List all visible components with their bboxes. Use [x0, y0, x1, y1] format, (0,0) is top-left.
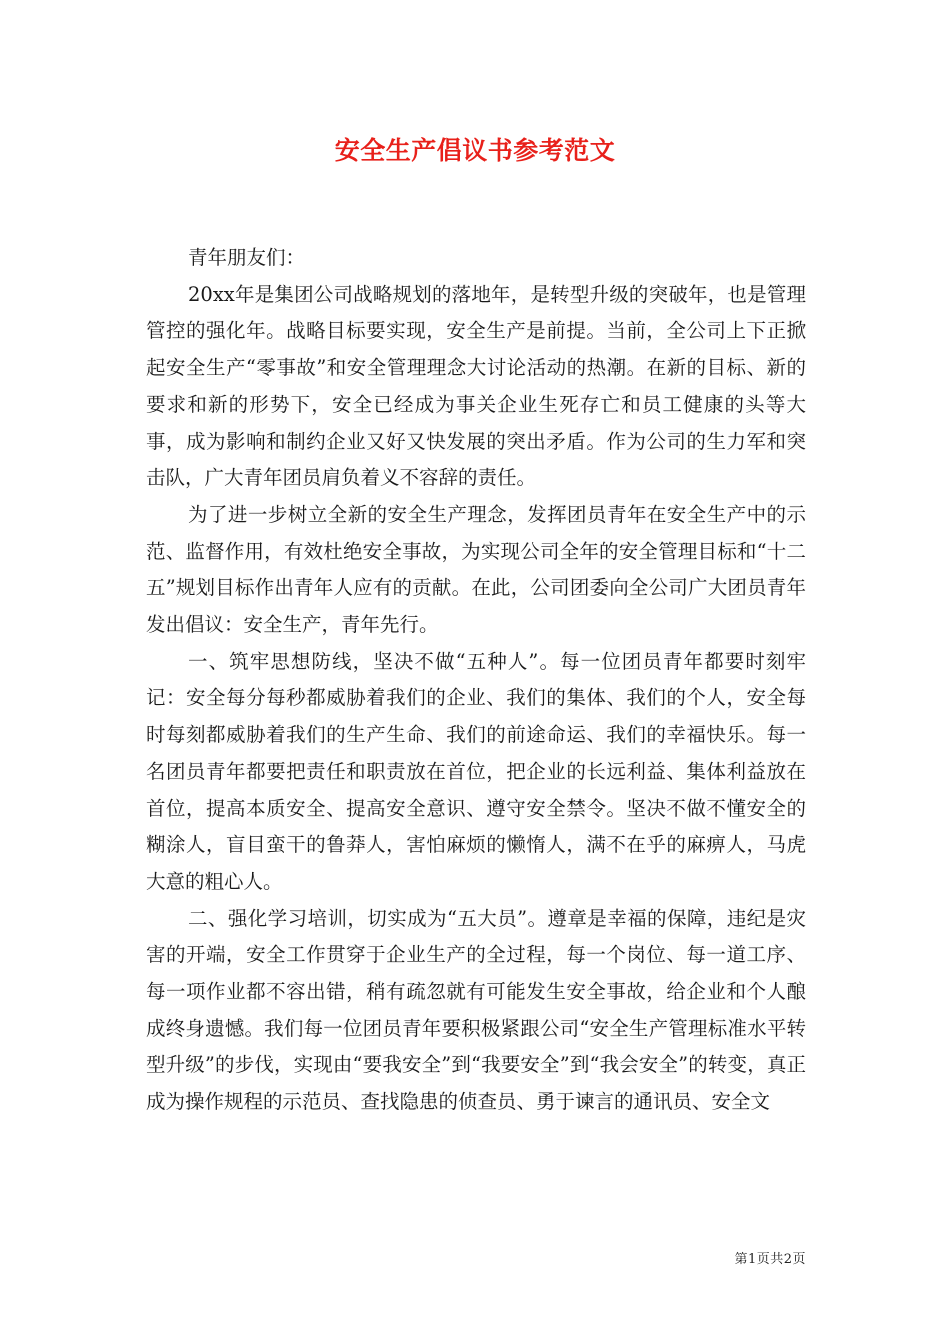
salutation: 青年朋友们： — [188, 246, 306, 269]
paragraph-point-two: 二、强化学习培训，切实成为“五大员”。遵章是幸福的保障，违纪是灾害的开端，安全工作贯穿于企业生产的全过程，每一个岗位、每一道工序、每一项作业都不容出错，稍有疏忽就有可能发生安全事故，给企业和个人酿成终身遗憾。我们每一位团员青年要积极紧跟公司“安全生产管理标准水平转型升级”的步伐，实现由“要我安全”到“我要安全”到“我会安全”的转变，真正成为操作规程的示范员、查找隐患的侦查员、勇于谏言的通讯员、安全文 — [146, 906, 806, 1114]
paragraph-initiative: 为了进一步树立全新的安全生产理念，发挥团员青年在安全生产中的示范、监督作用，有效杜绝安全事故，为实现公司全年的安全管理目标和“十二五”规划目标作出青年人应有的贡献。在此，公司团委向全公司广大团员青年发出倡议：安全生产，青年先行。 — [146, 502, 806, 637]
paragraph-point-one: 一、筑牢思想防线，坚决不做“五种人”。每一位团员青年都要时刻牢记：安全每分每秒都威胁着我们的企业、我们的集体、我们的个人，安全每时每刻都威胁着我们的生产生命、我们的前途命运、我们的幸福快乐。每一名团员青年都要把责任和职责放在首位，把企业的长远利益、集体利益放在首位，提高本质安全、提高安全意识、遵守安全禁令。坚决不做不懂安全的糊涂人，盲目蛮干的鲁莽人，害怕麻烦的懒惰人，满不在乎的麻痹人，马虎大意的粗心人。 — [146, 649, 806, 893]
document-body — [146, 240, 806, 1121]
paragraph-intro: 20xx年是集团公司战略规划的落地年，是转型升级的突破年，也是管理管控的强化年。战略目标要实现，安全生产是前提。当前，全公司上下正掀起安全生产“零事故”和安全管理理念大讨论活动的热潮。在新的目标、新的要求和新的形势下，安全已经成为事关企业生死存亡和员工健康的头等大事，成为影响和制约企业又好又快发展的突出矛盾。作为公司的生力军和突击队，广大青年团员肩负着义不容辞的责任。 — [146, 282, 806, 490]
document-title: 安全生产倡议书参考范文 — [334, 136, 616, 165]
page-number: 第1页共2页 — [734, 1252, 806, 1267]
